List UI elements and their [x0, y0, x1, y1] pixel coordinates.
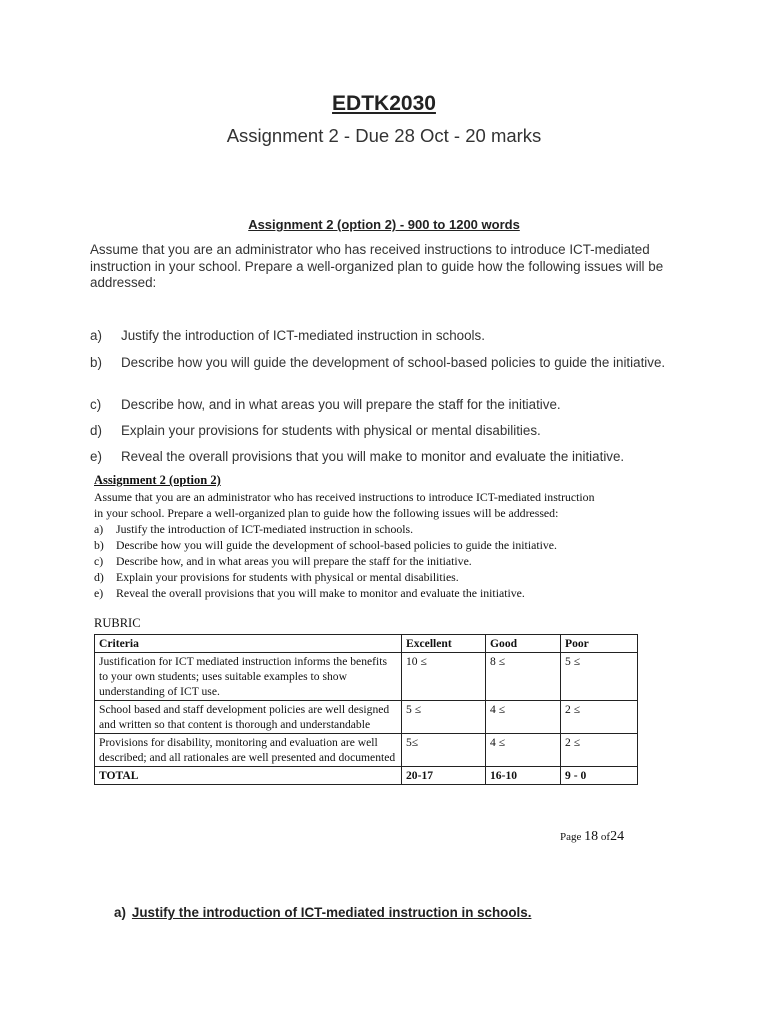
- scan-item-a: [94, 521, 413, 537]
- scan-item-text: Reveal the overall provisions that you will make to monitor and evaluate the initiative.: [116, 586, 525, 600]
- assignment-intro: Assume that you are an administrator who has received instructions to introduce ICT-mediated instruction in your school. Prepare a well-organized plan to guide how the following issues will be addressed:: [90, 242, 664, 290]
- rubric-criteria-cell: Justification for ICT mediated instruction informs the benefits to your own students; uses suitable examples to show understanding of ICT use.: [95, 653, 402, 701]
- rubric-excellent-cell: 5 ≤: [402, 701, 486, 734]
- section-heading-a: [114, 905, 531, 920]
- scan-item-label: d): [94, 570, 104, 584]
- rubric-header-good: Good: [486, 635, 561, 653]
- rubric-total-good: 16-10: [486, 767, 561, 785]
- rubric-table: [94, 634, 638, 785]
- rubric-header-poor: Poor: [561, 635, 638, 653]
- table-row: [95, 701, 638, 734]
- task-label: b): [90, 355, 102, 370]
- scan-item-label: a): [94, 522, 104, 536]
- rubric-poor-cell: 2 ≤: [561, 734, 638, 767]
- task-item-b: [90, 355, 680, 372]
- rubric-excellent-cell: 5≤: [402, 734, 486, 767]
- rubric-good-cell: 4 ≤: [486, 734, 561, 767]
- task-label: d): [90, 423, 102, 438]
- scan-item-c: [94, 553, 472, 569]
- task-label: a): [90, 328, 102, 343]
- task-text: Describe how you will guide the development of school-based policies to guide the initiative.: [121, 355, 666, 370]
- rubric-total-row: [95, 767, 638, 785]
- scan-item-d: [94, 569, 459, 585]
- task-text: Justify the introduction of ICT-mediated instruction in schools.: [121, 328, 485, 343]
- table-row: [95, 653, 638, 701]
- rubric-criteria-cell: Provisions for disability, monitoring and evaluation are well described; and all rationales are well presented and documented: [95, 734, 402, 767]
- section-label: a): [114, 905, 126, 920]
- task-text: Reveal the overall provisions that you will make to monitor and evaluate the initiative.: [121, 449, 625, 464]
- task-item-a: [90, 328, 680, 345]
- page-current: 18: [584, 829, 599, 844]
- rubric-poor-cell: 2 ≤: [561, 701, 638, 734]
- scan-item-text: Justify the introduction of ICT-mediated instruction in schools.: [116, 522, 414, 536]
- scan-item-text: Describe how, and in what areas you will prepare the staff for the initiative.: [116, 554, 472, 568]
- rubric-criteria-cell: School based and staff development policies are well designed and written so that content is thorough and understandable: [95, 701, 402, 734]
- rubric-total-excellent: 20-17: [402, 767, 486, 785]
- rubric-good-cell: 8 ≤: [486, 653, 561, 701]
- task-item-d: [90, 423, 680, 440]
- scan-intro: [94, 489, 694, 521]
- scan-item-text: Describe how you will guide the development of school-based policies to guide the initiative.: [116, 538, 557, 552]
- task-text: Describe how, and in what areas you will prepare the staff for the initiative.: [121, 397, 561, 412]
- page-of: of: [600, 831, 611, 843]
- task-label: c): [90, 397, 102, 412]
- rubric-good-cell: 4 ≤: [486, 701, 561, 734]
- rubric-header-row: [95, 635, 638, 653]
- scan-item-label: c): [94, 554, 104, 568]
- rubric-poor-cell: 5 ≤: [561, 653, 638, 701]
- assignment-option-heading: Assignment 2 (option 2) - 900 to 1200 words: [248, 217, 520, 232]
- table-row: [95, 734, 638, 767]
- rubric-header-excellent: Excellent: [402, 635, 486, 653]
- rubric-excellent-cell: 10 ≤: [402, 653, 486, 701]
- section-title: Justify the introduction of ICT-mediated instruction in schools.: [131, 905, 532, 920]
- rubric-total-label: TOTAL: [95, 767, 402, 785]
- assignment-subtitle: Assignment 2 - Due 28 Oct - 20 marks: [226, 125, 542, 146]
- scan-item-e: [94, 585, 525, 601]
- task-item-e: [90, 449, 680, 466]
- task-item-c: [90, 397, 680, 414]
- scan-intro-line: in your school. Prepare a well-organized plan to guide how the following issues will be addressed:: [94, 506, 559, 520]
- scan-heading: Assignment 2 (option 2): [94, 473, 221, 487]
- scan-item-b: [94, 537, 557, 553]
- rubric-label: RUBRIC: [94, 616, 141, 630]
- rubric-total-poor: 9 - 0: [561, 767, 638, 785]
- task-label: e): [90, 449, 102, 464]
- page-prefix: Page: [560, 831, 582, 843]
- task-text: Explain your provisions for students with physical or mental disabilities.: [121, 423, 541, 438]
- page-total: 24: [610, 829, 625, 844]
- rubric-header-criteria: Criteria: [95, 635, 402, 653]
- scan-item-text: Explain your provisions for students with physical or mental disabilities.: [116, 570, 459, 584]
- scan-item-label: b): [94, 538, 104, 552]
- course-code: EDTK2030: [332, 92, 436, 115]
- page-number: [560, 829, 624, 845]
- scan-intro-line: Assume that you are an administrator who has received instructions to introduce ICT-mediated instruction: [94, 490, 595, 504]
- scan-item-label: e): [94, 586, 104, 600]
